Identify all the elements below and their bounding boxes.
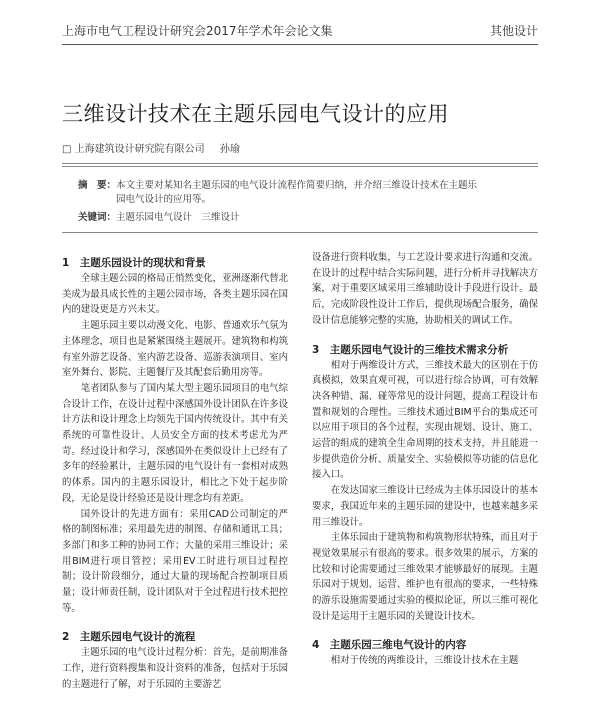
divider [62,166,538,167]
left-column [62,256,288,693]
paragraph: 主题乐园主要以动漫文化、电影、普通欢乐气氛为主体理念，项目也是紧紧围绕主题展开。建筑物和构筑有室外游艺设备、室内游艺设备、巡游表演项目、室内室外舞台、影院、主题餐厅及其配套后勤用房等。 [62,320,288,379]
running-head [62,22,538,40]
abstract-text-cont: 园电气设计的应用等。 [116,194,212,205]
keywords-text: 主题乐园电气设计 三维设计 [116,212,240,223]
byline-marker: □ [62,144,72,155]
divider [62,232,538,233]
section-heading-1: 1 主题乐园设计的现状和背景 [62,257,206,269]
section-heading-3: 3 主题乐园电气设计的三维技术需求分析 [312,343,509,356]
author-name: 孙瑜 [219,144,240,155]
abstract-text: 本文主要对某知名主题乐园的电气设计流程作简要归纳，并介绍三维设计技术在主题乐 [116,180,478,191]
paragraph: 主体乐园由于建筑物和构筑物形状特殊，而且对于视觉效果展示有很高的要求。很多效果的展示，方案的比较和讨论需要通过三维效果才能够最好的展现。主题乐园对于规划、运营、维护也有很高的要求，一些特殊的游乐设施需要通过实验的模拟论证，所以三维可视化设计是运用于主题乐园的关键设计技术。 [312,532,538,622]
abstract [78,179,518,207]
section-heading-2: 2 主题乐园电气设计的流程 [62,631,196,644]
abstract-label: 摘 要： [78,180,117,191]
paragraph: 笔者团队参与了国内某大型主题乐园项目的电气综合设计工作，在设计过程中深感国外设计团队在许多设计方法和设计理念上均领先于国内传统设计。其中有关系统的可靠性设计、人员安全方面的技术考虑尤为严苛。经过设计和学习，深感国外在类似设计上已经有了多年的经验累计，主题乐园的电气设计有一套相对成熟的体系。国内的主题乐园设计，相比之下处于起步阶段，无论是设计经验还是设计理念均有差距。 [62,382,288,504]
paragraph: 主题乐园的电气设计过程分析：首先，是前期准备工作，进行资料搜集和设计资料的准备，包括对于乐园的主题进行了解，对于乐园的主要游艺 [62,647,288,690]
paragraph: 相对于两维设计方式，三维技术最大的区别在于仿真模拟，效果直观可视，可以进行综合协调，可有效解决各种错、漏、碰等常见的设计问题，提高工程设计布置和规划的合理性。三维技术通过BIM平台的集成还可以应用于项目的各个过程，实现由规划、设计、施工、运营的组成的建筑全生命周期的技术支持，并且能进一步提供造价分析、质量安全、实验模拟等功能的信息化接入口。 [312,359,538,481]
section-heading-4: 4 主题乐园三维电气设计的内容 [312,639,467,652]
right-column [312,250,538,669]
paragraph: 设备进行资料收集，与工艺设计要求进行沟通和交流。在设计的过程中结合实际问题，进行分析并寻找解决方案，对于重要区域采用三维辅助设计手段进行设计。最后，完成阶段性设计工作后，提供现场配合服务，确保设计信息能够完整的实施，协助相关的调试工作。 [312,252,538,326]
header-rule [62,44,538,45]
byline [62,140,240,155]
paragraph: 全球主题公园的格局正悄然变化，亚洲逐渐代替北美成为最具成长性的主题公园市场，各类主题乐园在国内的建设更是方兴未艾。 [62,273,288,316]
section-name: 其他设计 [489,24,538,38]
paragraph: 在发达国家三维设计已经成为主体乐园设计的基本要求，我国近年来的主题乐园的建设中，也越来越多采用三维设计。 [312,485,538,528]
paragraph: 国外设计的先进方面有：采用CAD公司制定的严格的制图标准；采用最先进的制图、存储和通讯工具；多部门和多工种的协同工作；大量的采用三维设计；采用BIM进行项目管控；采用EV工时进行项目过程控制；设计阶段细分，通过大量的现场配合控制项目质量；设计师责任制，设计团队对于全过程进行技术把控等。 [62,508,288,614]
author-organization: 上海建筑设计研究院有限公司 [74,144,205,155]
paper-title: 三维设计技术在主题乐园电气设计的应用 [62,102,449,126]
keywords [78,209,240,223]
keywords-label: 关键词： [78,212,117,223]
paragraph: 相对于传统的两维设计，三维设计技术在主题 [330,655,519,667]
divider [62,163,538,164]
journal-name: 上海市电气工程设计研究会2017年学术年会论文集 [62,24,333,38]
